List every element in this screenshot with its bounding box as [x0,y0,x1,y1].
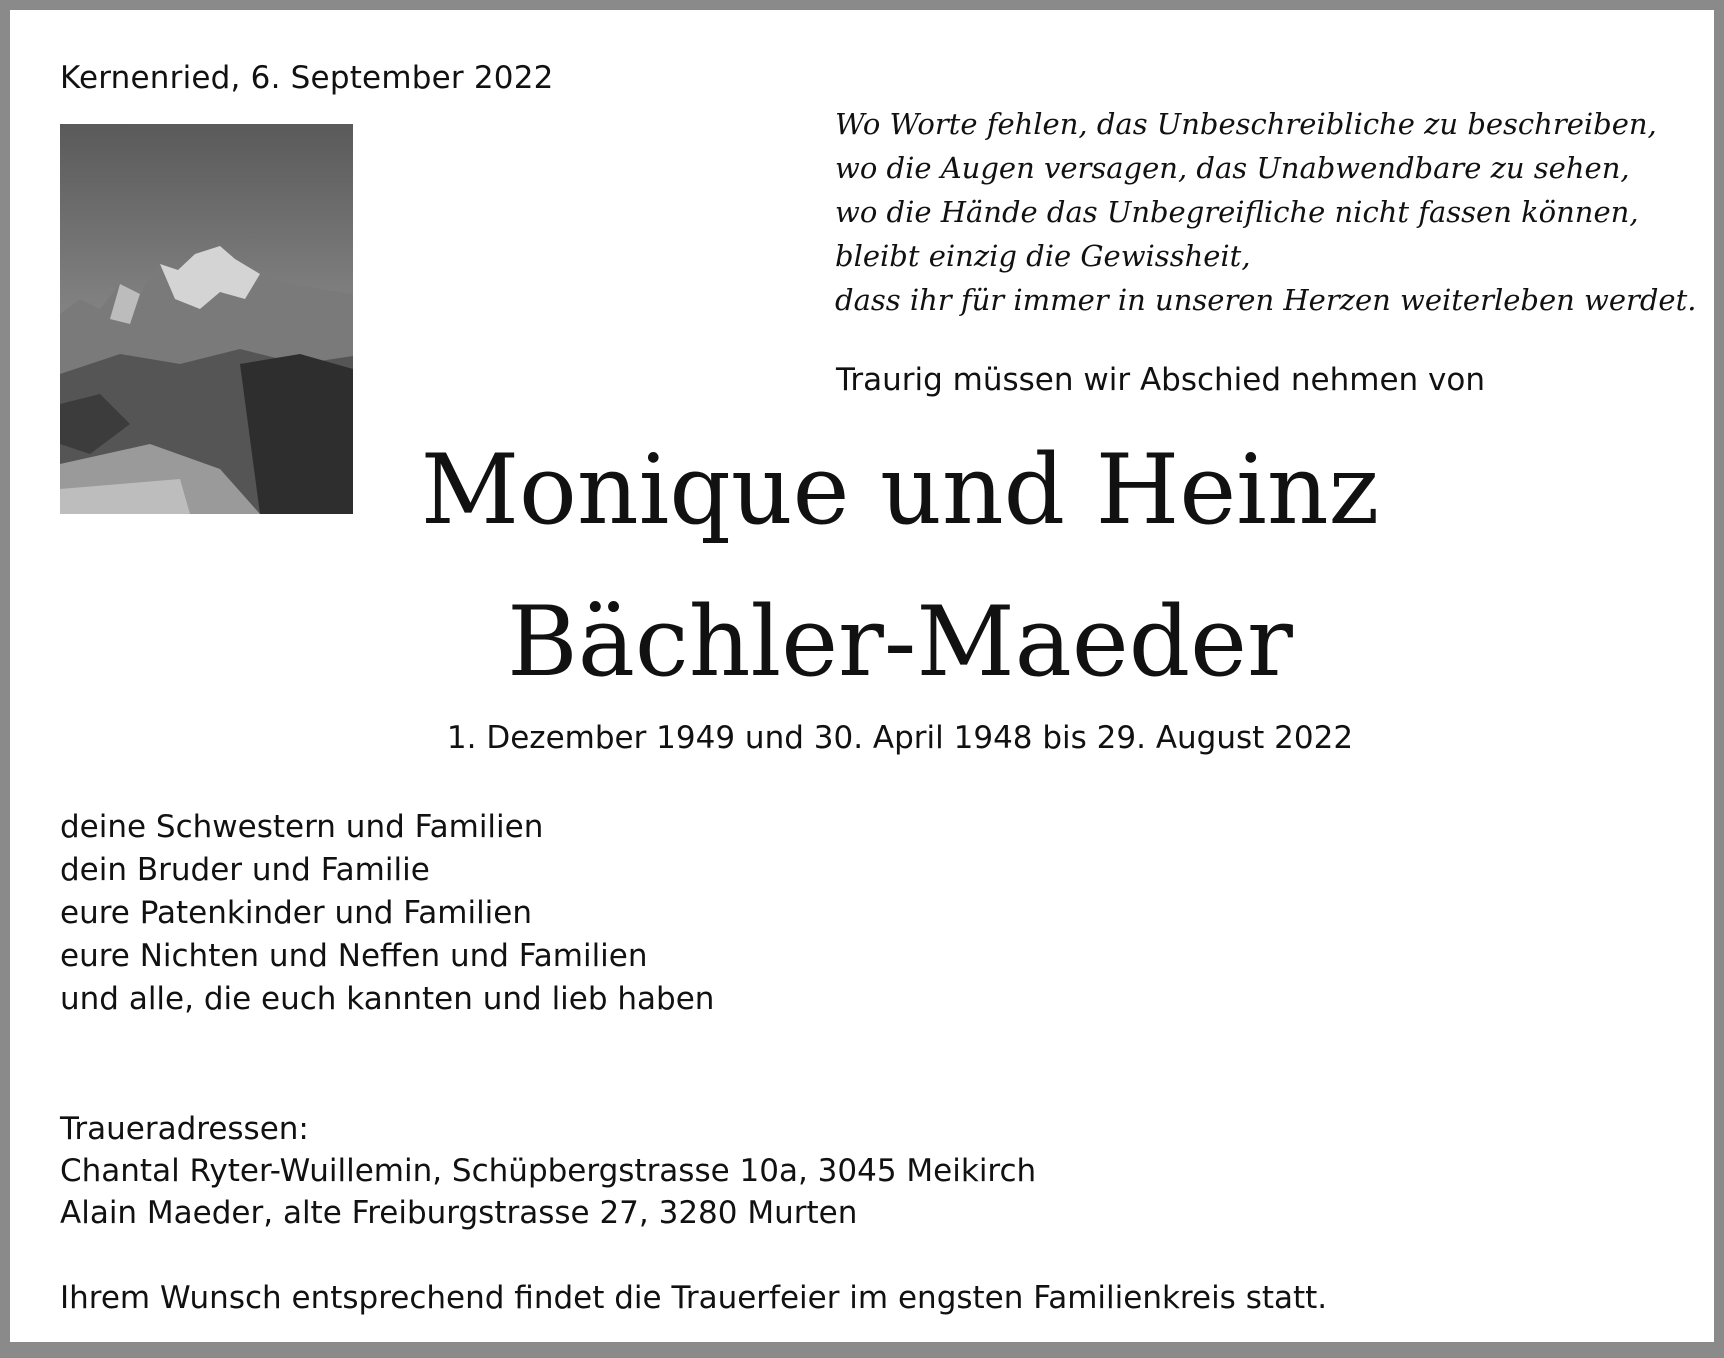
life-dates: 1. Dezember 1949 und 30. April 1948 bis 29. August 2022 [446,720,1354,756]
poem-line: dass ihr für immer in unseren Herzen weiterleben werdet. [835,283,1697,317]
poem-line: wo die Hände das Unbegreifliche nicht fassen können, [835,195,1639,229]
mourner-line: eure Patenkinder und Familien [60,895,533,931]
mourner-line: deine Schwestern und Familien [60,809,544,845]
mourner-line: und alle, die euch kannten und lieb haben [60,981,715,1017]
mourner-line: eure Nichten und Neffen und Familien [60,938,648,974]
addresses-heading: Traueradressen: [60,1111,309,1147]
poem-line: Wo Worte fehlen, das Unbeschreibliche zu beschreiben, [835,107,1657,141]
poem [835,102,1696,322]
mourning-addresses [60,1108,1036,1234]
place-date: Kernenried, 6. September 2022 [60,60,554,96]
mourners-list [60,806,714,1021]
deceased-names: Monique und Heinz [420,434,1380,546]
mourner-line: dein Bruder und Familie [60,852,430,888]
poem-line: wo die Augen versagen, das Unabwendbare zu sehen, [835,151,1630,185]
obituary-notice [10,10,1714,1342]
address-line: Chantal Ryter-Wuillemin, Schüpbergstrasse 10a, 3045 Meikirch [60,1153,1037,1189]
intro-text: Traurig müssen wir Abschied nehmen von [836,362,1485,398]
closing-note: Ihrem Wunsch entsprechend findet die Trauerfeier im engsten Familienkreis statt. [60,1280,1328,1316]
deceased-surname: Bächler-Maeder [507,586,1293,698]
address-line: Alain Maeder, alte Freiburgstrasse 27, 3280 Murten [60,1195,858,1231]
poem-line: bleibt einzig die Gewissheit, [835,239,1251,273]
